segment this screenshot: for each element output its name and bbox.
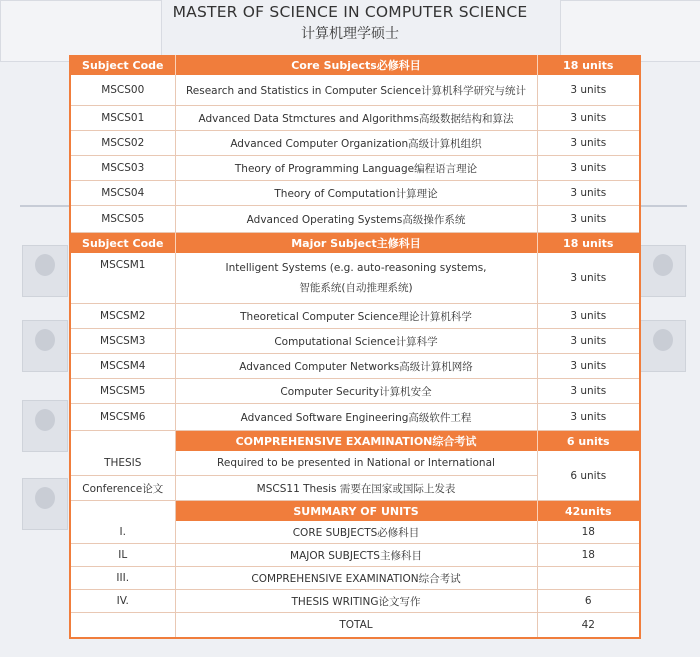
background-photo [22, 400, 68, 452]
subject-name-line: 智能系统(自动推理系统) [299, 281, 413, 294]
subject-units: 3 units [537, 404, 639, 431]
subject-name: Advanced Computer Networks高级计算机网络 [175, 354, 537, 379]
header-cell: Major Subject主修科目 [175, 233, 537, 254]
header-cell: 42units [537, 501, 639, 522]
summary-number: III. [71, 567, 175, 590]
table-row [71, 329, 639, 354]
subject-units: 3 units [537, 379, 639, 404]
subject-name: Computational Science计算科学 [175, 329, 537, 354]
subject-code: MSCS04 [71, 181, 175, 206]
total-units: 42 [581, 619, 595, 631]
header-cell: COMPREHENSIVE EXAMINATION综合考试 [175, 431, 537, 452]
summary-number: I. [71, 521, 175, 544]
summary-label: THESIS WRITING论文写作 [175, 590, 537, 613]
summary-units [537, 567, 639, 590]
subject-code: MSCSM5 [71, 379, 175, 404]
summary-row [71, 567, 639, 590]
summary-number: IL [71, 544, 175, 567]
summary-number [71, 613, 175, 638]
exam-units: 6 units [537, 451, 639, 501]
header-cell: Subject Code [71, 233, 175, 254]
header-cell: SUMMARY OF UNITS [175, 501, 537, 522]
subject-code: MSCS05 [71, 206, 175, 233]
summary-label: MAJOR SUBJECTS主修科目 [175, 544, 537, 567]
summary-header [71, 501, 639, 522]
table-row [71, 354, 639, 379]
table-row [71, 304, 639, 329]
summary-units: 18 [537, 544, 639, 567]
subject-units: 3 units [537, 354, 639, 379]
summary-row [71, 544, 639, 567]
subject-code: MSCS02 [71, 131, 175, 156]
table-row [71, 156, 639, 181]
subject-units: 3 units [537, 206, 639, 233]
subject-name: Theoretical Computer Science理论计算机科学 [175, 304, 537, 329]
subject-name: Advanced Data Stmctures and Algorithms高级数据结构和算法 [175, 106, 537, 131]
table-row [71, 206, 639, 233]
subject-units: 3 units [537, 106, 639, 131]
subject-name: Computer Security计算机安全 [175, 379, 537, 404]
subject-name: Advanced Software Engineering高级软件工程 [175, 404, 537, 431]
subject-code: MSCSM3 [71, 329, 175, 354]
page-subtitle: 计算机理学硕士 [301, 26, 399, 42]
header-cell: 18 units [537, 233, 639, 254]
summary-row [71, 590, 639, 613]
summary-row [71, 521, 639, 544]
header-spacer [71, 431, 175, 452]
table-row [71, 181, 639, 206]
subject-name: Advanced Operating Systems高级操作系统 [175, 206, 537, 233]
curriculum-table-container [69, 55, 641, 639]
table-row [71, 253, 639, 304]
exam-code: Conference论文 [71, 476, 175, 501]
subject-name [175, 253, 537, 304]
total-label: TOTAL [175, 613, 537, 638]
header-cell: Core Subjects必修科目 [175, 55, 537, 75]
background-photo [640, 320, 686, 372]
table-row [71, 75, 639, 106]
background-photo [22, 478, 68, 530]
subject-code: MSCS01 [71, 106, 175, 131]
core-subjects-header [71, 55, 639, 75]
subject-code: MSCS00 [71, 75, 175, 106]
subject-code: MSCSM1 [71, 253, 175, 304]
subject-name: Theory of Computation计算理论 [175, 181, 537, 206]
summary-units: 18 [537, 521, 639, 544]
header-spacer [71, 501, 175, 522]
subject-name: Theory of Programming Language编程语言理论 [175, 156, 537, 181]
exam-header [71, 431, 639, 452]
background-connector-right [637, 205, 687, 207]
table-row [71, 131, 639, 156]
subject-name: Advanced Computer Organization高级计算机组织 [175, 131, 537, 156]
subject-units: 3 units [537, 181, 639, 206]
curriculum-table [71, 55, 639, 637]
page-header [0, 0, 700, 43]
header-cell: 6 units [537, 431, 639, 452]
subject-units: 3 units [537, 304, 639, 329]
subject-name: Research and Statistics in Computer Science计算机科学研究与统计 [175, 75, 537, 106]
summary-units: 6 [537, 590, 639, 613]
subject-units: 3 units [537, 75, 639, 106]
subject-code: MSCSM4 [71, 354, 175, 379]
subject-units: 3 units [537, 253, 639, 304]
exam-description: MSCS11 Thesis 需要在国家或国际上发表 [175, 476, 537, 501]
table-row [71, 451, 639, 476]
subject-units: 3 units [537, 156, 639, 181]
exam-description: Required to be presented in National or International [175, 451, 537, 476]
page-title: MASTER OF SCIENCE IN COMPUTER SCIENCE [172, 3, 528, 21]
major-subjects-header [71, 233, 639, 254]
background-photo [640, 245, 686, 297]
summary-number: IV. [71, 590, 175, 613]
table-row [71, 379, 639, 404]
header-cell: 18 units [537, 55, 639, 75]
subject-code: MSCSM2 [71, 304, 175, 329]
background-connector-left [20, 205, 70, 207]
subject-code: MSCS03 [71, 156, 175, 181]
header-cell: Subject Code [71, 55, 175, 75]
subject-units: 3 units [537, 329, 639, 354]
summary-label: COMPREHENSIVE EXAMINATION综合考试 [175, 567, 537, 590]
subject-units: 3 units [537, 131, 639, 156]
summary-total-row [71, 613, 639, 638]
subject-name-line: Intelligent Systems (e.g. auto-reasoning systems, [225, 261, 487, 274]
table-row [71, 404, 639, 431]
table-row [71, 106, 639, 131]
background-photo [22, 320, 68, 372]
summary-label: CORE SUBJECTS必修科目 [175, 521, 537, 544]
background-photo [22, 245, 68, 297]
subject-code: MSCSM6 [71, 404, 175, 431]
exam-code: THESIS [71, 451, 175, 476]
